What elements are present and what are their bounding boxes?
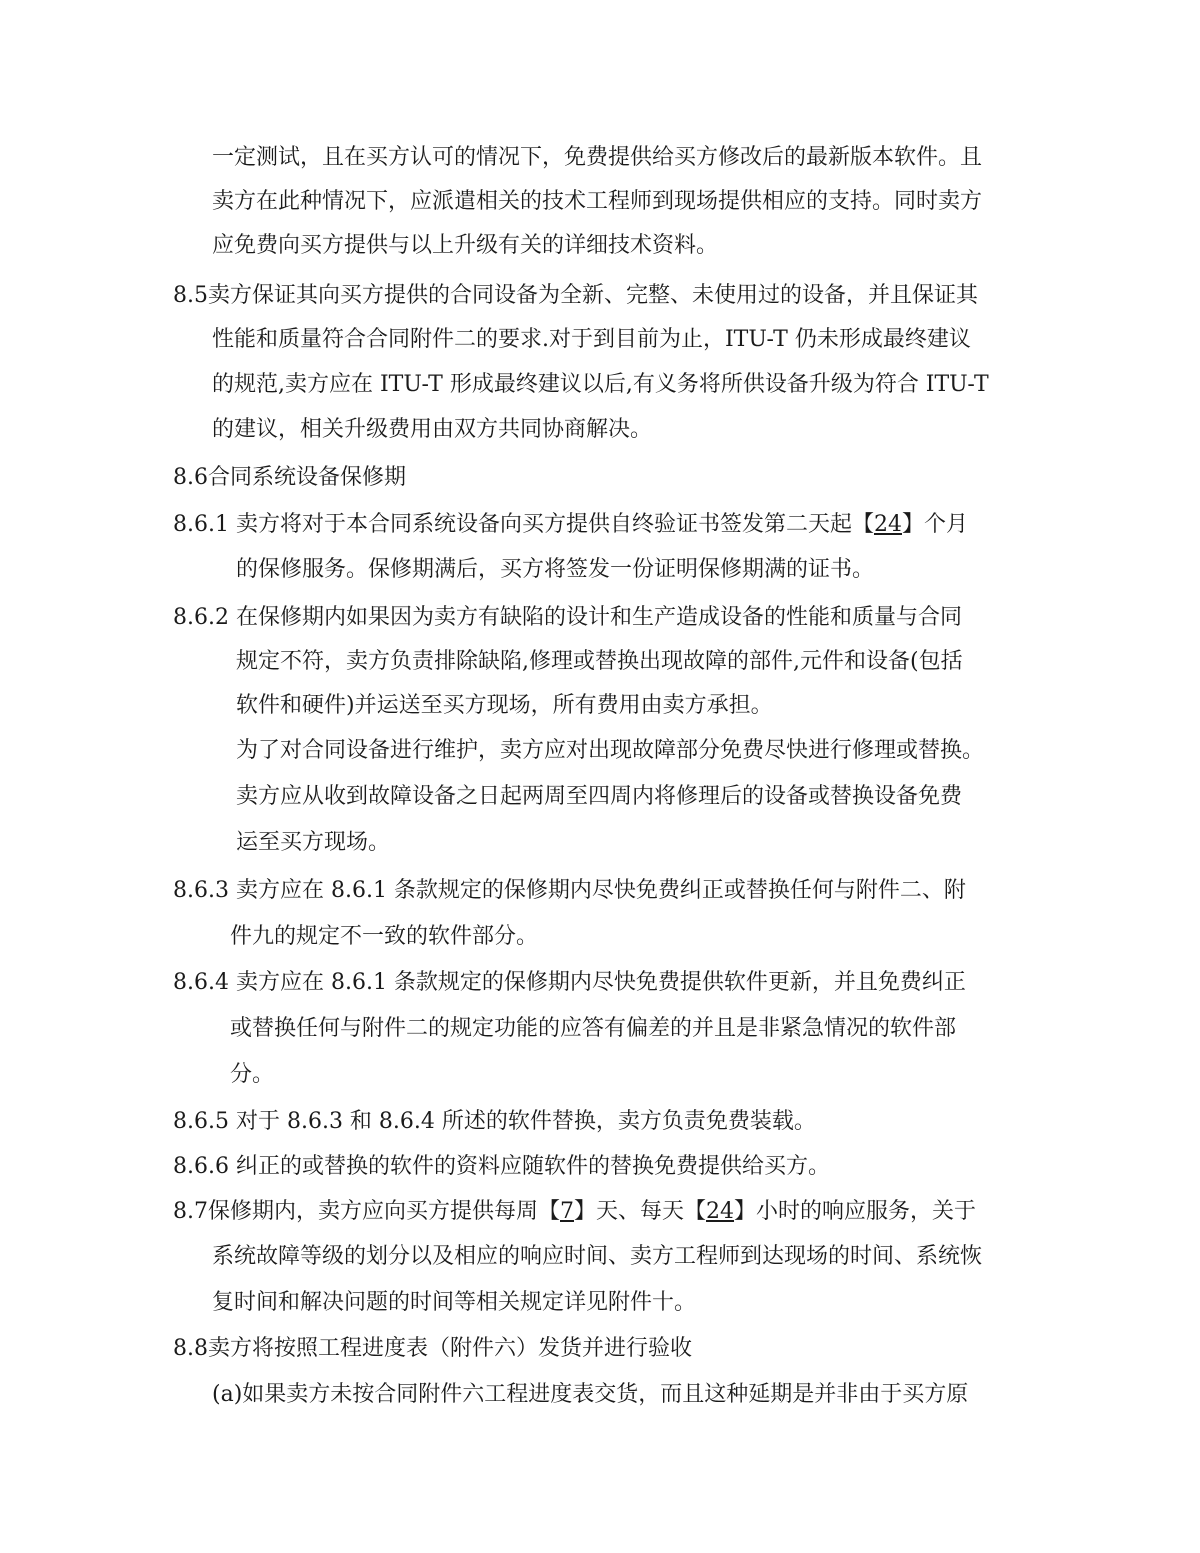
text-line: 的建议，相关升级费用由双方共同协商解决。 — [212, 417, 653, 442]
clause-text: 】个月 — [901, 512, 968, 537]
clause-text: 8.6.1 卖方将对于本合同系统设备向买方提供自终验证书签发第二天起【 — [173, 512, 874, 537]
text-line: 的规范,卖方应在 ITU-T 形成最终建议以后,有义务将所供设备升级为符合 ITU-T — [212, 372, 989, 397]
clause-8-6-3: 8.6.3 卖方应在 8.6.1 条款规定的保修期内尽快免费纠正或替换任何与附件二、附 — [173, 878, 966, 903]
clause-8-6-5: 8.6.5 对于 8.6.3 和 8.6.4 所述的软件替换，卖方负责免费装载。 — [173, 1109, 816, 1134]
text-line: 件九的规定不一致的软件部分。 — [230, 924, 539, 949]
text-line: 分。 — [230, 1062, 275, 1087]
text-line: 系统故障等级的划分以及相应的响应时间、卖方工程师到达现场的时间、系统恢 — [212, 1244, 983, 1269]
clause-text: 】小时的响应服务，关于 — [734, 1199, 977, 1224]
text-line: 或替换任何与附件二的规定功能的应答有偏差的并且是非紧急情况的软件部 — [230, 1016, 957, 1041]
clause-text: 8.7保修期内，卖方应向买方提供每周【 — [173, 1199, 560, 1224]
clause-8-8-a: (a)如果卖方未按合同附件六工程进度表交货，而且这种延期是并非由于买方原 — [212, 1382, 969, 1407]
underlined-value: 24 — [873, 512, 902, 537]
clause-8-6-1 — [173, 510, 968, 540]
text-line: 一定测试，且在买方认可的情况下，免费提供给买方修改后的最新版本软件。且 — [212, 145, 983, 170]
text-line: 卖方应从收到故障设备之日起两周至四周内将修理后的设备或替换设备免费 — [236, 784, 963, 809]
clause-8-5: 8.5卖方保证其向买方提供的合同设备为全新、完整、未使用过的设备，并且保证其 — [173, 283, 978, 308]
text-line: 的保修服务。保修期满后，买方将签发一份证明保修期满的证书。 — [236, 557, 875, 582]
text-line: 软件和硬件)并运送至买方现场，所有费用由卖方承担。 — [236, 693, 773, 718]
clause-8-6-4: 8.6.4 卖方应在 8.6.1 条款规定的保修期内尽快免费提供软件更新，并且免费纠正 — [173, 970, 966, 995]
clause-8-6-6: 8.6.6 纠正的或替换的软件的资料应随软件的替换免费提供给买方。 — [173, 1154, 830, 1179]
clause-8-8: 8.8卖方将按照工程进度表（附件六）发货并进行验收 — [173, 1336, 692, 1361]
text-line: 复时间和解决问题的时间等相关规定详见附件十。 — [212, 1290, 697, 1315]
text-line: 应免费向买方提供与以上升级有关的详细技术资料。 — [212, 233, 719, 258]
clause-text: 】天、每天【 — [574, 1199, 707, 1224]
clause-8-6-heading: 8.6合同系统设备保修期 — [173, 465, 406, 490]
underlined-value: 24 — [706, 1199, 735, 1224]
text-line: 为了对合同设备进行维护，卖方应对出现故障部分免费尽快进行修理或替换。 — [236, 738, 985, 763]
text-line: 卖方在此种情况下，应派遣相关的技术工程师到现场提供相应的支持。同时卖方 — [212, 189, 983, 214]
underlined-value: 7 — [560, 1199, 574, 1224]
clause-8-6-2: 8.6.2 在保修期内如果因为卖方有缺陷的设计和生产造成设备的性能和质量与合同 — [173, 605, 962, 630]
clause-8-7 — [173, 1197, 976, 1227]
text-line: 运至买方现场。 — [236, 830, 391, 855]
text-line: 性能和质量符合合同附件二的要求.对于到目前为止，ITU-T 仍未形成最终建议 — [212, 327, 971, 352]
text-line: 规定不符，卖方负责排除缺陷,修理或替换出现故障的部件,元件和设备(包括 — [236, 649, 963, 674]
